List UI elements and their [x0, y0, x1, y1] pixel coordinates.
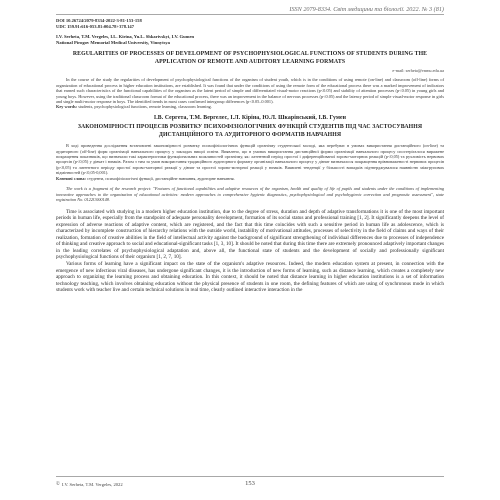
running-header-row [56, 6, 444, 13]
abstract-ua: В ході проведення дослідження встановлені закономірності розвитку психофізіологічних функцій організму студентської молоді, яка перебуває в умовах використання дистанційного (on-line) та аудиторного (off-line) форм організації навчального процесу у закладах вищої освіти. Виявлено, що в умовах використання дистанційної форми організації навчального процесу спостерігалося виражене покращення показників, що визначали такі характеристики функціональних можливостей організму, як: латентний період простої і диференційованої зорово-моторних реакцій (р<0,05) та рухливість нервових процесів (р<0,05) у дівчат і юнаків. Разом з тим за умов використання традиційного аудиторного формату організації навчального процесу у дівчат визначалося покращення врівноваженості нервових процесів (р<0,05) та латентного періоду простої зорово-моторної реакції у дівчат та простої зорово-моторної реакції у юнаків. Виявлені тенденції у більшості випадків підтверджувалися наявністю міжгрупових відмінностей (р<0,05-0,001). [56, 143, 444, 176]
udc-line: UDC 159.91:616-053.81:004.78+378.147 [56, 23, 135, 29]
keywords-en [56, 104, 444, 109]
body-paragraph: Time is associated with studying in a modern higher education institution, due to the degree of stress, duration and depth of adaptive transformations it is one of the most important periods in human life, especially from the standpoint of adequate personality development, formation of its social status and professional training [1, 2]. It significantly deepens the level of expression of adverse reactions of adaptive content, which are registered, and the fact that this time coincides with such a sensitive period in human life as adolescence, which is characterized by incomplete construction of hierarchy relations with the outside world, instability of motivational attitudes, processes of selectivity in the field of claims and ways of their realization, formation of creative abilities in the field of intellectual activity against the background of significant strengthening of individual differences due to processes of independence of thinking and creative approach to social and educational-significant tasks [1, 3, 10]. It should be noted that during this time there are extremely pronounced adaptively important changes in the leading correlates of psychophysiological adaptation and, above all, the functional state of students and the development of socially and professionally significant psychophysiological functions of their organism [1, 2, 7, 10]. [56, 208, 444, 261]
article-title-ua: ЗАКОНОМІРНОСТІ ПРОЦЕСІВ РОЗВИТКУ ПСИХОФІЗІОЛОГІЧНИХ ФУНКЦІЙ СТУДЕНТІВ ПІД ЧАС ЗАСТОСУВАННЯ ДИСТАНЦІЙНОГО ТА АУДИТОРНОГО ФОРМАТІВ НАВЧАННЯ [77, 124, 423, 138]
abstract-en: In the course of the study the regularities of development of psychophysiological functions of the organism of student youth, which is in the conditions of using remote (on-line) and classroom (off-line) forms of organization of educational process in higher education institutions, are established. It was found that under the conditions of using the remote form of the educational process there was a marked improvement of indicators that earned such characteristics of the functional capabilities of the organism as the latent period of simple and differentiated visual-motor reactions (p<0.05) and stability of attention processes (p<0.05) in young girls and young boys. However, using the traditional classroom format of the educational process, there was an improvement in the balance of nervous processes (p<0.05) and the latency period of simple visual-motor response in girls and single multi-motor response in boys. The identified trends in most cases confirmed intergroup differences (p<0.05–0.001). [56, 77, 444, 104]
copyright-icon: © [56, 481, 60, 487]
author-names: I.V. Serheta, T.M. Vergeles, I.L. Kirina, Yu.L. Shkarivskyi, I.V. Gumen [56, 34, 195, 40]
keywords-ua-label: Ключові слова: [56, 175, 86, 181]
contact-email: e-mail: serheta@vnmu.edu.ua [392, 68, 444, 74]
author-affiliation: National Pirogov Memorial Medical University, Vinnytsya [56, 39, 170, 45]
authors-ua: І.В. Сергета, Т.М. Вергелес, І.Л. Кіріна, Ю.Л. Шкарівський, І.В. Гумен [153, 114, 347, 121]
body-paragraph: Various forms of learning have a significant impact on the state of the organism's adaptive resources. Indeed, the modern education system at present, in connection with the emergence of new infectious viral diseases, has undergone significant changes, it is the introduction of new forms of learning, such as distance learning, which creates a completely new approach to organizing the learning process and obtaining education. In this context, it should be noted that distance learning in higher education institutions is a set of information technology teaching, which involves obtaining education without the physical presence of students in one room, the defining features of which are using of synchronous mode in which students work with teacher live and certain technical solutions in real time, clearly outlined interactive interaction in the [56, 261, 444, 294]
article-title-en: REGULARITIES OF PROCESSES OF DEVELOPMENT OF PSYCHOPHYSIOLOGICAL FUNCTIONS OF STUDENTS DURING THE APPLICATION OF REMOTE AND AUDITORY LEARNING FORMATS [72, 51, 428, 65]
page-footer [56, 476, 444, 489]
header-rule [56, 14, 444, 15]
doi-line: DOI 10.26724/2079-8334-2022-3-81-153-158 [56, 18, 142, 23]
footer-rule [56, 476, 444, 477]
authors-block [56, 34, 444, 45]
project-summary: The work is a fragment of the research project: "Features of functional capabilities and adaptive resources of the organism, health and quality of life of pupils and students under the conditions of implementing innovative approaches to the organization of educational activities: modern approaches to comprehensive hygienic diagnostics, psychophysiological and psychohygienic correction and prognostic assessment", state registration No. 0122U000148. [56, 186, 444, 203]
keywords-ua [56, 176, 444, 181]
keywords-en-text: students, psychophysiological functions, remote learning, classroom learning. [78, 104, 212, 110]
footer-copyright: I.V. Serheta, T.M. Vergeles, 2022 [61, 481, 123, 487]
keywords-ua-text: студенти, психофізіологічні функції, дистанційне навчання, аудиторне навчання. [87, 175, 235, 181]
article-identifiers [56, 18, 444, 29]
keywords-en-label: Key words: [56, 104, 78, 110]
running-header: ISSN 2079-8334. Світ медицини та біології. 2022. № 3 (81) [289, 6, 444, 13]
footer-row [56, 479, 444, 489]
page-number: 153 [245, 480, 255, 487]
